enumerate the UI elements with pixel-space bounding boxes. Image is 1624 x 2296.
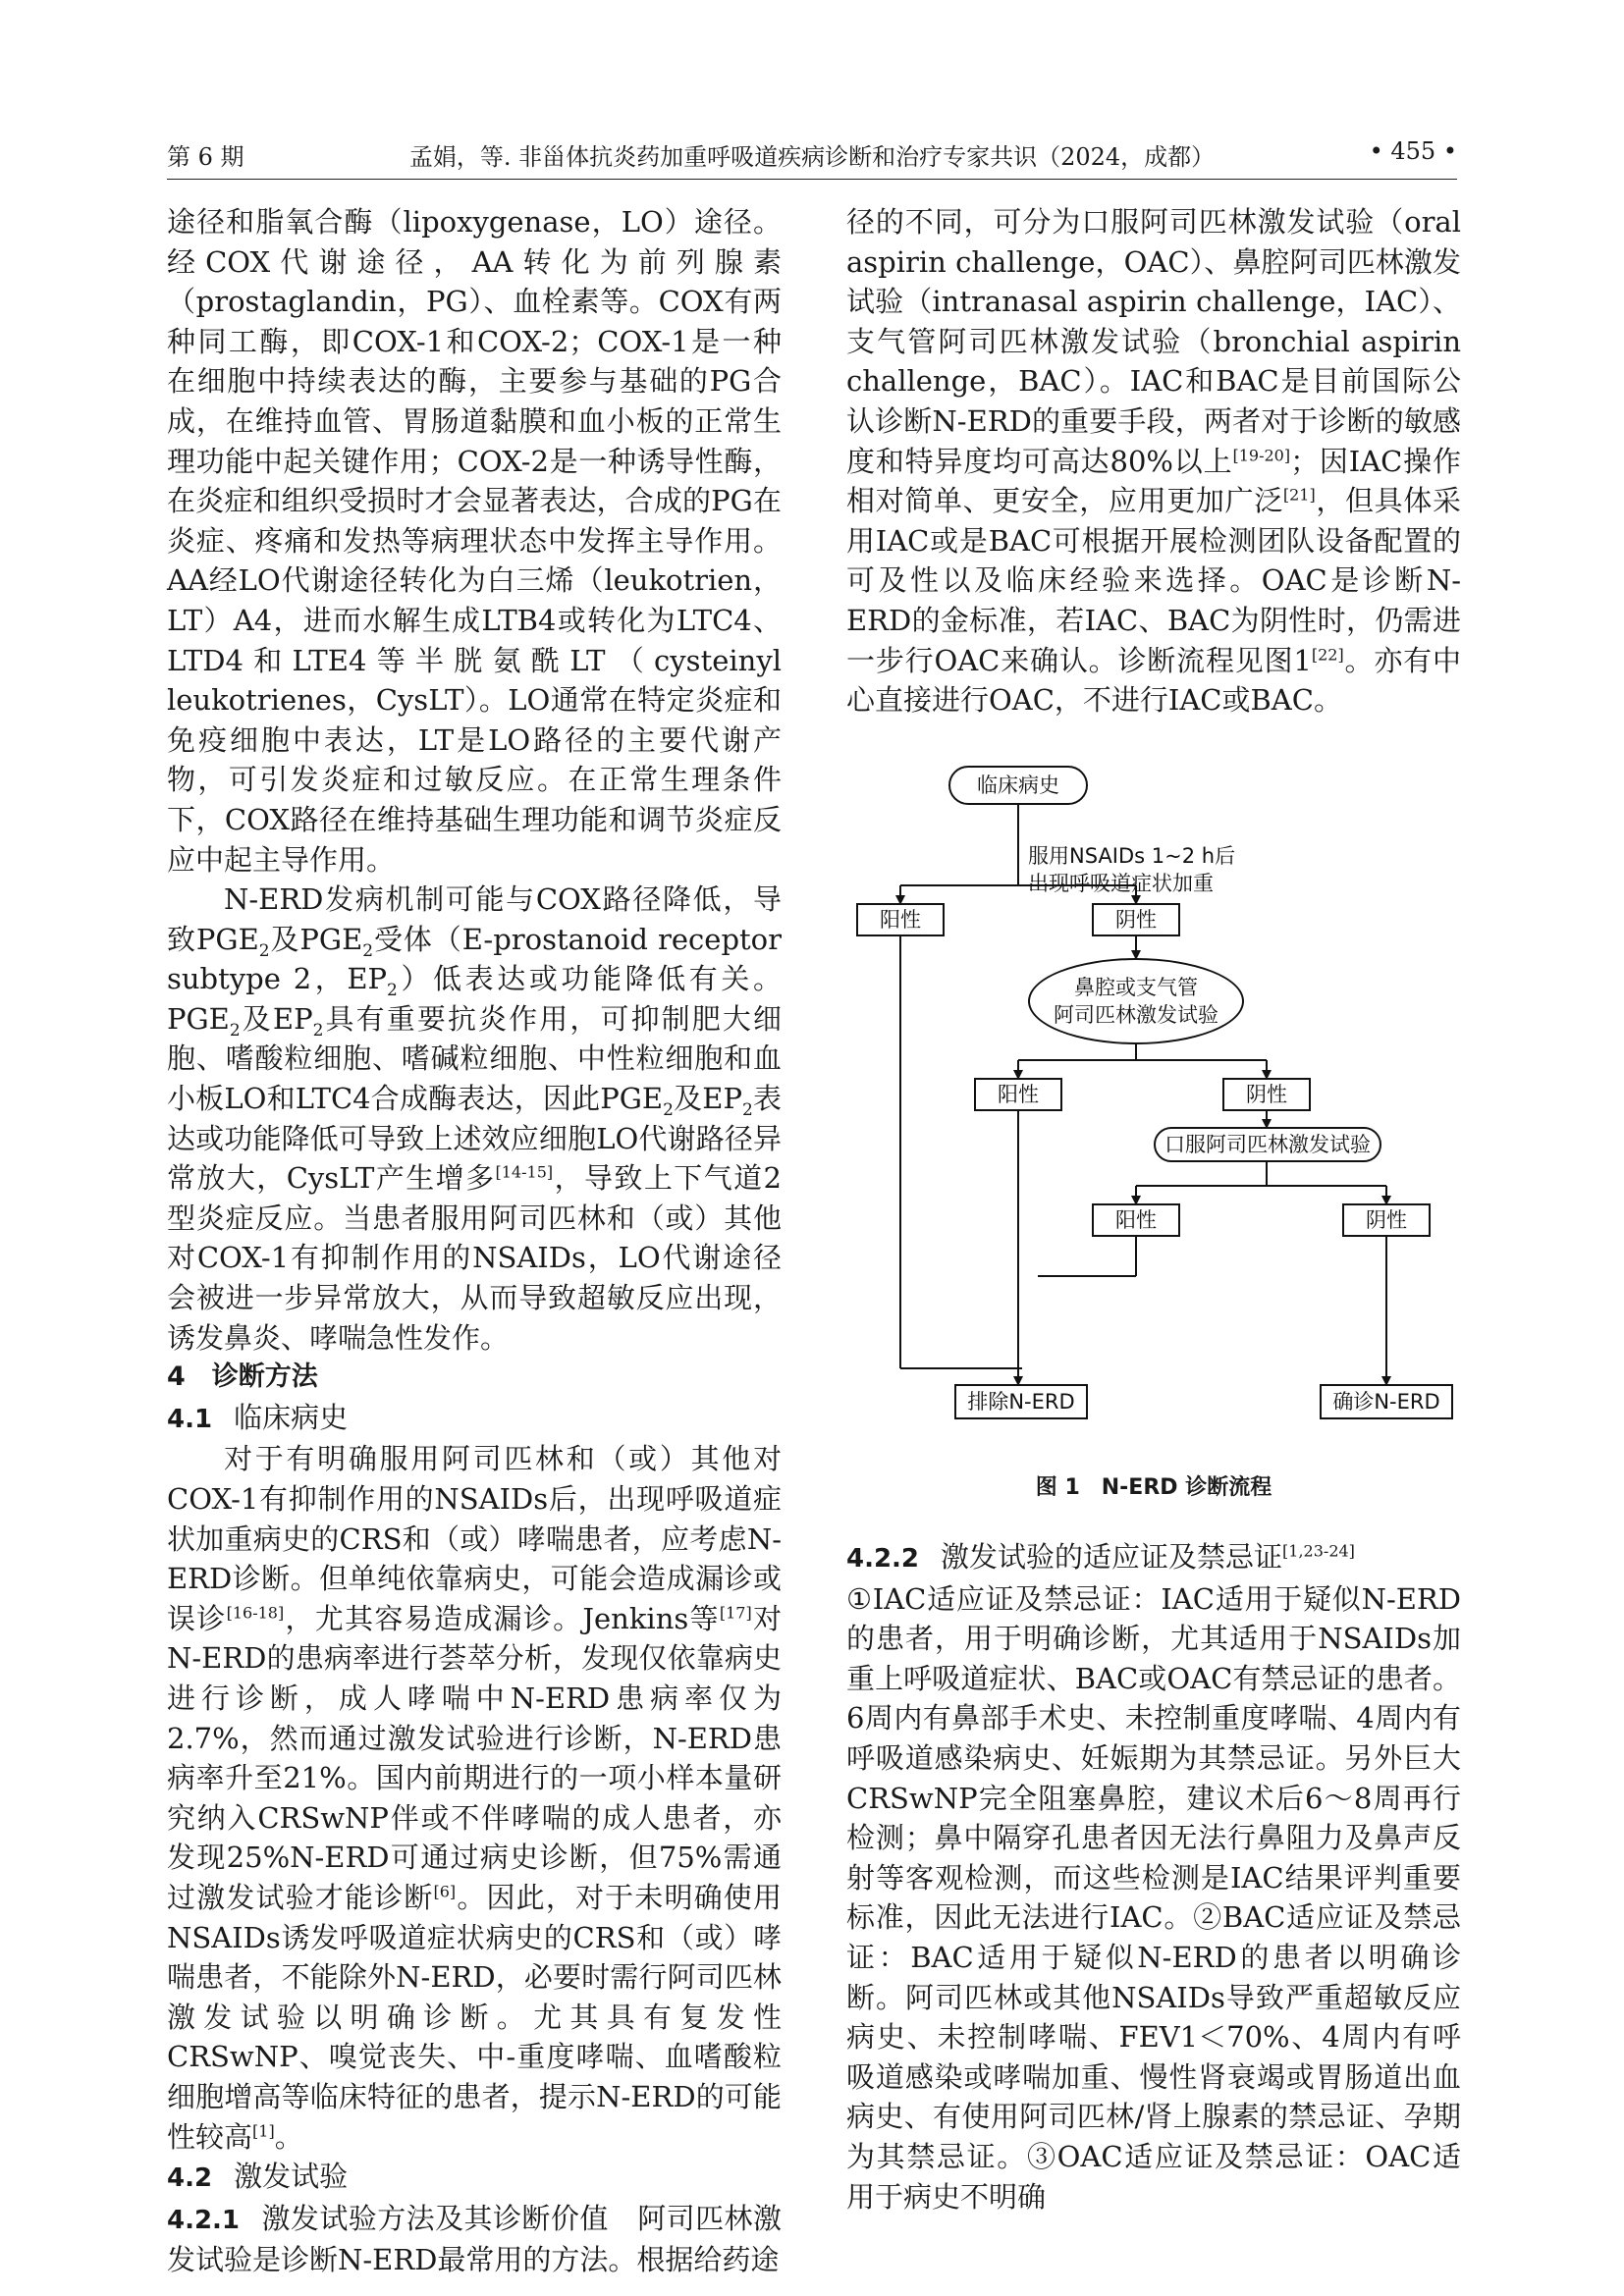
node-positive-3: 阳性 [1092,1203,1180,1237]
paragraph-pathogenesis: N-ERD发病机制可能与COX路径降低，导致$PGE_2$及$PGE_2$受体（E-prostanoid receptor subtype 2，$EP_2$）低表达或功能降低有关。$PGE_2$及$EP_2$具有重要抗炎作用，可抑制肥大细胞、嗜酸粒细胞、嗜碱粒细胞、中性粒细胞和血小板LO和LTC4合成酶表达，因此$PGE_2$及$EP_2$表达或功能降低可导致上述效应细胞LO代谢路径异常放大，CysLT产生增多[14-15]，导致上下气道2型炎症反应。当患者服用阿司匹林和（或）其他对COX-1有抑制作用的NSAIDs，LO代谢途径会被进一步异常放大，从而导致超敏反应出现，诱发鼻炎、哮喘急性发作。 [167,882,782,1355]
node-negative-2: 阴性 [1222,1078,1311,1111]
issue-number: 第 6 期 [167,143,244,171]
subsection-heading-clinical-history: 4.1 临床病史 [167,1400,349,1434]
node-clinical-history: 临床病史 [948,766,1088,805]
node-negative-1: 阴性 [1092,903,1180,936]
left-column [167,202,782,2280]
citation: [1] [252,2120,275,2140]
node-positive-1: 阳性 [856,903,945,936]
paragraph-cox-lo-pathways: 途径和脂氧合酶（lipoxygenase，LO）途径。经COX代谢途径，AA转化为前列腺素（prostaglandin，PG）、血栓素等。COX有两种同工酶，即COX-1和COX-2；COX-1是一种在细胞中持续表达的酶，主要参与基础的PG合成，在维持血管、胃肠道黏膜和血小板的正常生理功能中起关键作用；COX-2是一种诱导性酶，在炎症和组织受损时才会显著表达，合成的PG在炎症、疼痛和发热等病理状态中发挥主导作用。AA经LO代谢途径转化为白三烯（leukotrien，LT）A4，进而水解生成LTB4或转化为LTC4、LTD4和LTE4等半胱氨酰LT（cysteinyl leukotrienes，CysLT）。LO通常在特定炎症和免疫细胞中表达，LT是LO路径的主要代谢产物，可引发炎症和过敏反应。在正常生理条件下，COX路径在维持基础生理功能和调节炎症反应中起主导作用。 [167,205,782,877]
paragraph-challenge-methods: 4.2.1 激发试验方法及其诊断价值 阿司匹林激发试验是诊断N-ERD最常用的方法。根据给药途 [167,2201,782,2277]
paragraph-clinical-history: 对于有明确服用阿司匹林和（或）其他对COX-1有抑制作用的NSAIDs后，出现呼吸道症状加重病史的CRS和（或）哮喘患者，应考虑N-ERD诊断。但单纯依靠病史，可能会造成漏诊或误诊[16-18]，尤其容易造成漏诊。Jenkins等[17]对N-ERD的患病率进行荟萃分析，发现仅依靠病史进行诊断，成人哮喘中N-ERD患病率仅为2.7%，然而通过激发试验进行诊断，N-ERD患病率升至21%。国内前期进行的一项小样本量研究纳入CRSwNP伴或不伴哮喘的成人患者，亦发现25%N-ERD可通过病史诊断，但75%需通过激发试验才能诊断[6]。因此，对于未明确使用NSAIDs诱发呼吸道症状病史的CRS和（或）哮喘患者，不能除外N-ERD，必要时需行阿司匹林激发试验以明确诊断。尤其具有复发性CRSwNP、嗅觉丧失、中-重度哮喘、血嗜酸粒细胞增高等临床特征的患者，提示N-ERD的可能性较高[1]。 [167,1442,782,2154]
citation: [14-15] [495,1162,554,1182]
citation: [21] [1282,485,1316,505]
node-oral-challenge: 口服阿司匹林激发试验 [1154,1127,1381,1162]
page-number: • 455 • [1369,137,1457,165]
node-nasal-bronchial-challenge: 鼻腔或支气管 阿司匹林激发试验 [1028,958,1244,1044]
node-positive-2: 阳性 [974,1078,1062,1111]
citation: [6] [433,1882,457,1901]
running-title: 孟娟，等. 非甾体抗炎药加重呼吸道疾病诊断和治疗专家共识（2024，成都） [408,143,1216,171]
figure-caption: 图 1 N-ERD 诊断流程 [1035,1475,1272,1500]
citation: [19-20] [1232,445,1291,464]
section-heading-diagnosis: 4 诊断方法 [167,1362,318,1393]
paragraph-indications: ①IAC适应证及禁忌证：IAC适用于疑似N-ERD的患者，用于明确诊断，尤其适用于NSAIDs加重上呼吸道症状、BAC或OAC有禁忌证的患者。6周内有鼻部手术史、未控制重度哮喘、4周内有呼吸道感染病史、妊娠期为其禁忌证。另外巨大CRSwNP完全阻塞鼻腔，建议术后6～8周再行检测；鼻中隔穿孔患者因无法行鼻阻力及鼻声反射等客观检测，而这些检测是IAC结果评判重要标准，因此无法进行IAC。②BAC适应证及禁忌证：BAC适用于疑似N-ERD的患者以明确诊断。阿司匹林或其他NSAIDs导致严重超敏反应病史、未控制哮喘、FEV1＜70%、4周内有呼吸道感染或哮喘加重、慢性肾衰竭或胃肠道出血病史、有使用阿司匹林/肾上腺素的禁忌证、孕期为其禁忌证。③OAC适应证及禁忌证：OAC适用于病史不明确 [846,1581,1461,2214]
node-confirm-nerd: 确诊N-ERD [1320,1384,1453,1419]
subsection-heading-challenge-test: 4.2 激发试验 [167,2160,349,2194]
right-column [846,202,1461,721]
node-nsaids-worsening: 服用NSAIDs 1~2 h后 出现呼吸道症状加重 [1028,844,1236,895]
node-negative-3: 阴性 [1342,1203,1431,1237]
citation: [22] [1311,644,1344,664]
citation: [17] [719,1603,752,1623]
citation: [1,23-24] [1282,1541,1355,1561]
subsection-heading-indications: 4.2.2 激发试验的适应证及禁忌证[1,23-24] [846,1540,1355,1574]
running-header [167,135,1457,180]
right-column-lower [846,1537,1461,2216]
node-exclude-nerd: 排除N-ERD [954,1384,1088,1419]
paragraph-challenge-routes: 径的不同，可分为口服阿司匹林激发试验（oral aspirin challenge，OAC）、鼻腔阿司匹林激发试验（intranasal aspirin challenge，IAC）、支气管阿司匹林激发试验（bronchial aspirin challenge，BAC）。IAC和BAC是目前国际公认诊断N-ERD的重要手段，两者对于诊断的敏感度和特异度均可高达80%以上[19-20]；因IAC操作相对简单、更安全，应用更加广泛[21]，但具体采用IAC或是BAC可根据开展检测团队设备配置的可及性以及临床经验来选择。OAC是诊断N-ERD的金标准，若IAC、BAC为阴性时，仍需进一步行OAC来确认。诊断流程见图1[22]。亦有中心直接进行OAC，不进行IAC或BAC。 [846,205,1461,718]
citation: [16-18] [226,1603,285,1623]
diagnosis-flowchart [846,766,1461,1453]
